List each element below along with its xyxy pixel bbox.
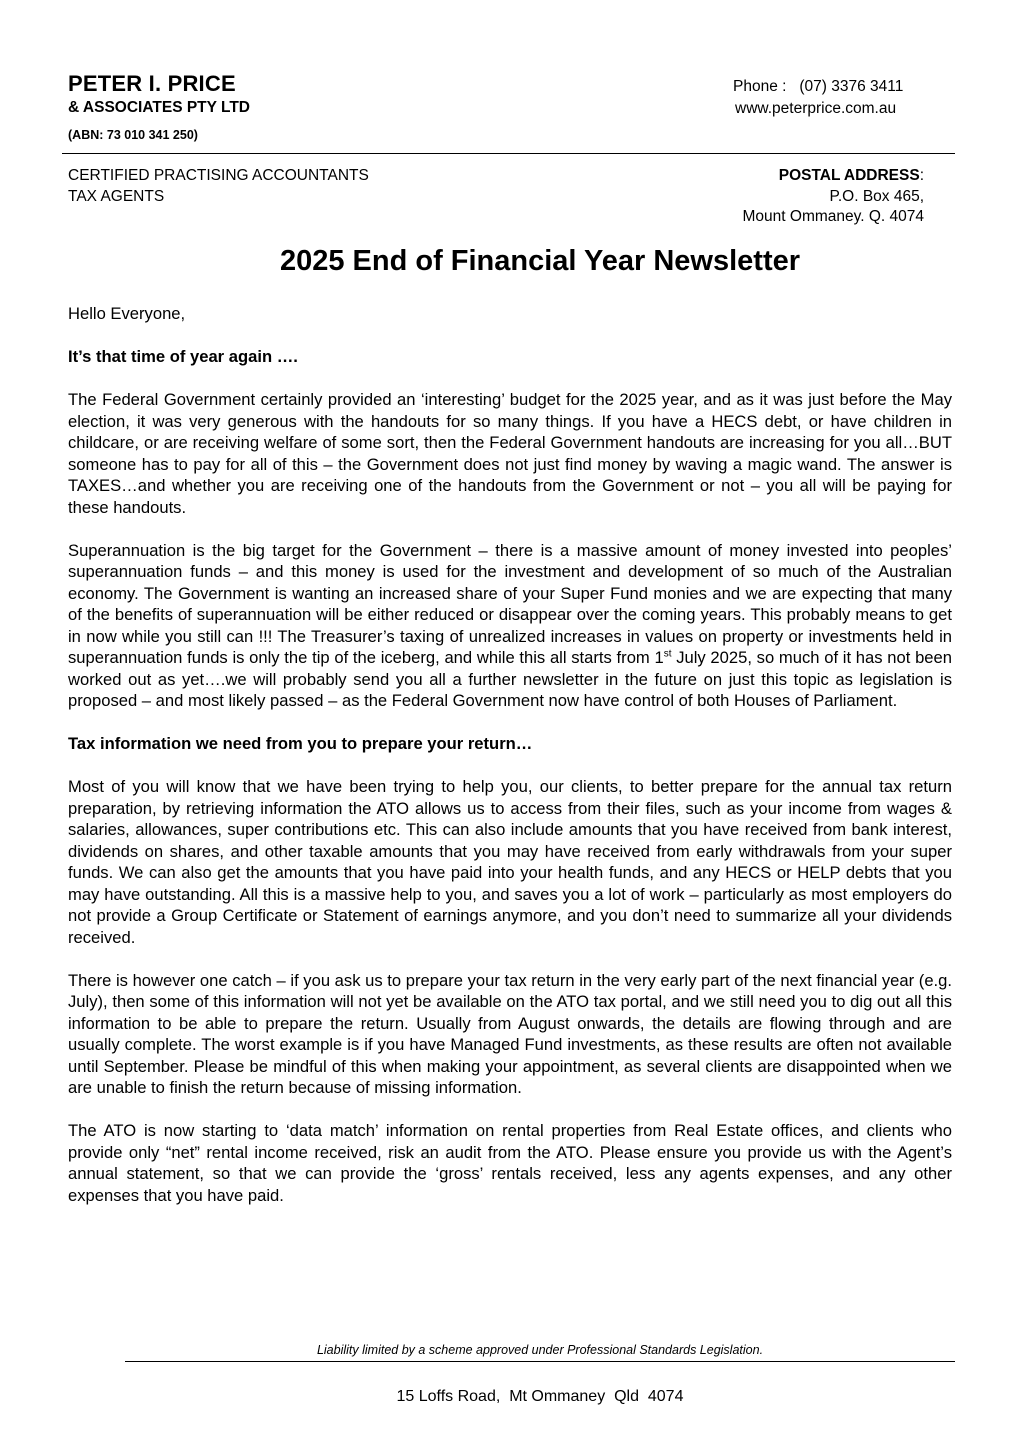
- services-line-tax-agents: TAX AGENTS: [68, 187, 165, 205]
- street-address: 15 Loffs Road, Mt Ommaney Qld 4074: [396, 1388, 684, 1405]
- paragraph-superannuation: [68, 540, 952, 712]
- paragraph-budget: The Federal Government certainly provided an ‘interesting’ budget for the 2025 year, and as it was just before the May election, it was very generous with the handouts for so many things. If you have a HECS debt, or have children in childcare, or are receiving welfare of some sort, then the Federal Government handouts are increasing for you all…BUT someone has to pay for all of this – the Government does not just find money by waving a magic wand. The answer is TAXES…and whether you are receiving one of the handouts from the Government or not – you all will be paying for these handouts.: [68, 390, 952, 517]
- section-heading-tax-information: Tax information we need from you to prepare your return…: [68, 734, 533, 753]
- postal-address-colon: :: [919, 167, 924, 184]
- firm-subtitle: & ASSOCIATES PTY LTD: [68, 99, 250, 116]
- header-divider: [62, 153, 955, 154]
- services-line-accountants: CERTIFIED PRACTISING ACCOUNTANTS: [68, 167, 369, 184]
- firm-name: PETER I. PRICE: [68, 71, 236, 96]
- footer-divider: [125, 1361, 955, 1362]
- paragraph-rental-data-match: The ATO is now starting to ‘data match’ information on rental properties from Real Estate offices, and clients who provide only “net” rental income received, risk an audit from the ATO. Please ensure you provide us with the Agent’s annual statement, so that we can provide the ‘gross’ rentals received, less any agents expenses, and any other expenses that you have paid.: [68, 1121, 952, 1205]
- paragraph-superannuation-part1: Superannuation is the big target for the Government – there is a massive amount of money invested into peoples’ superannuation funds – and this money is used for the investment and development of so much of the Australian economy. The Government is wanting an increased share of your Super Fund monies and we are expecting that many of the benefits of superannuation will be either reduced or disappear over the coming years. This probably means to get in now while you still can !!! The Treasurer’s taxing of unrealized increases in values on property or investments held in superannuation funds is only the tip of the iceberg, and while this all starts from 1: [68, 540, 952, 667]
- postal-address-line1: P.O. Box 465,: [829, 187, 924, 205]
- newsletter-title: 2025 End of Financial Year Newsletter: [279, 245, 801, 277]
- postal-address-line2: Mount Ommaney. Q. 4074: [742, 208, 924, 225]
- section-heading-time-of-year: It’s that time of year again ….: [68, 347, 298, 366]
- website-link[interactable]: www.peterprice.com.au: [735, 100, 897, 117]
- services-block: [68, 166, 369, 207]
- greeting: Hello Everyone,: [68, 304, 186, 323]
- paragraph-superannuation-part2: July 2025, so much of it has not been worked out as yet….we will probably send you all a further newsletter in the future on just this topic as legislation is proposed – and most likely passed – as the Federal Government now have control of both Houses of Parliament.: [68, 648, 952, 710]
- liability-notice: Liability limited by a scheme approved under Professional Standards Legislation.: [316, 1343, 764, 1357]
- postal-address-label: POSTAL ADDRESS: [778, 167, 920, 184]
- paragraph-timing-catch: There is however one catch – if you ask us to prepare your tax return in the very early part of the next financial year (e.g. July), then some of this information will not yet be available on the ATO tax portal, and we still need you to dig out all this information to be able to prepare the return. Usually from August onwards, the details are flowing through and are usually complete. The worst example is if you have Managed Fund investments, as these results are often not available until September. Please be mindful of this when making your appointment, as several clients are disappointed when we are unable to finish the return because of missing information.: [68, 970, 952, 1097]
- newsletter-body: [68, 303, 952, 1228]
- postal-address-block: [743, 166, 925, 228]
- phone-number: Phone : (07) 3376 3411: [733, 78, 904, 95]
- paragraph-ato-prefill: Most of you will know that we have been trying to help you, our clients, to better prepare for the annual tax return preparation, by retrieving information the ATO allows us to access from their files, such as your income from wages & salaries, allowances, super contributions etc. This can also include amounts that you have received from bank interest, dividends on shares, and other taxable amounts that you may have received from early withdrawals from your super funds. We can also get the amounts that you have paid into your health funds, and any HECS or HELP debts that you may have outstanding. All this is a massive help to you, and saves you a lot of work – particularly as most employers do not provide a Group Certificate or Statement of earnings anymore, and you don’t need to summarize all your dividends received.: [68, 777, 952, 947]
- abn-number: (ABN: 73 010 341 250): [68, 128, 198, 142]
- ordinal-suffix: st: [663, 648, 672, 660]
